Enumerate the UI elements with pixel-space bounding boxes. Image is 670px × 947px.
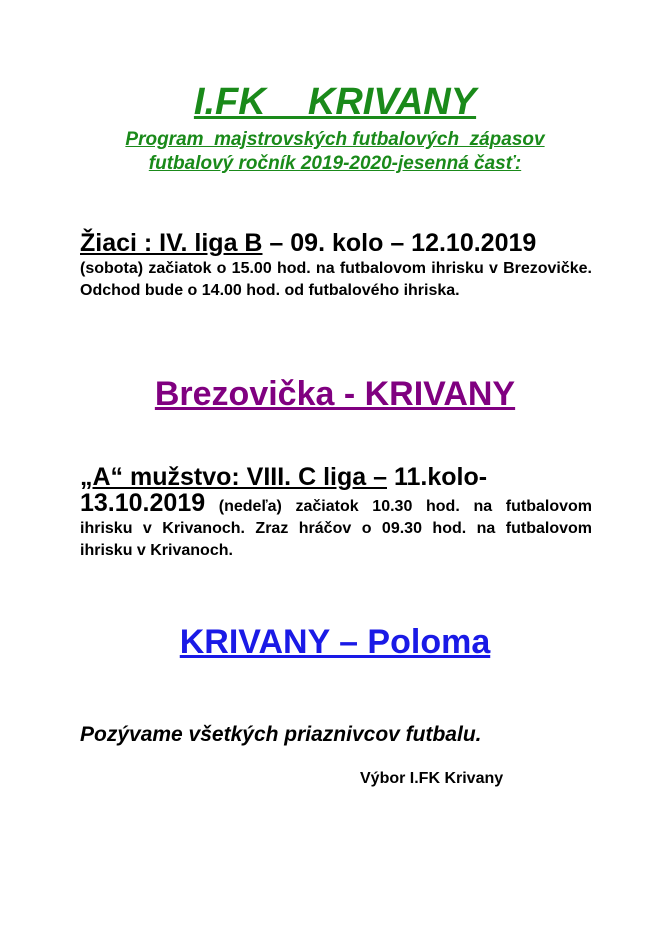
club-title: I.FK KRIVANY (193, 81, 477, 123)
a-team-round: 11.kolo- (387, 463, 488, 491)
youth-section (80, 228, 592, 302)
a-team-match: KRIVANY – Poloma (179, 623, 491, 661)
a-team-details-text: (nedeľa) začiatok 10.30 hod. na futbalovom ihrisku v Krivanoch. Zraz hráčov o 09.30 hod. na futbalovom ihrisku v Krivanoch. (80, 498, 592, 559)
signature: Výbor I.FK Krivany (360, 770, 504, 787)
a-team-section (80, 462, 592, 562)
youth-details: (sobota) začiatok o 15.00 hod. na futbalovom ihrisku v Brezovičke. Odchod bude o 14.00 hod. od futbalového ihriska. (80, 260, 592, 299)
program-subtitle: Program majstrovských futbalových zápasov (125, 129, 545, 150)
a-team-date: 13.10.2019 (80, 489, 206, 517)
invitation: Pozývame všetkých priaznivcov futbalu. (80, 723, 482, 746)
youth-match: Brezovička - KRIVANY (154, 375, 516, 413)
youth-round-date: – 09. kolo – 12.10.2019 (262, 229, 537, 257)
youth-league: Žiaci : IV. liga B (80, 229, 263, 257)
a-team-heading (80, 462, 592, 492)
a-team-league: „A“ mužstvo: VIII. C liga – (80, 463, 387, 491)
youth-heading (80, 228, 592, 258)
season-subtitle: futbalový ročník 2019-2020-jesenná časť: (148, 153, 522, 174)
a-team-details (80, 489, 592, 562)
